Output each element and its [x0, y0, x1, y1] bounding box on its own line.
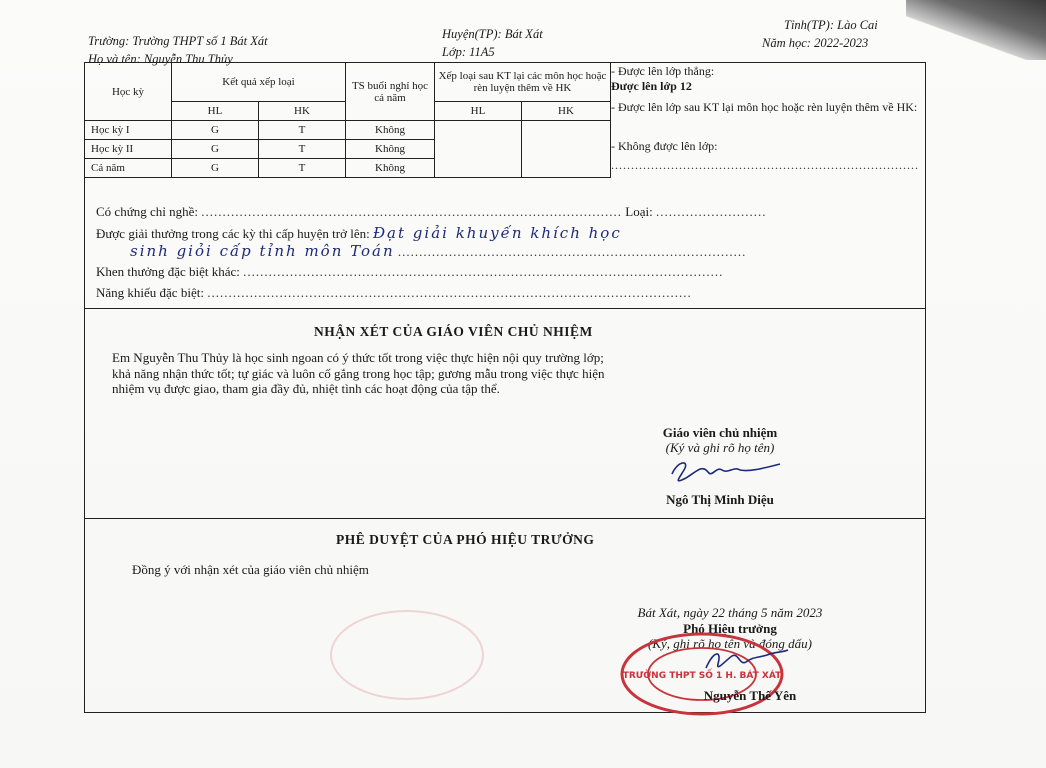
- promotion-after-retest: - Được lên lớp sau KT lại môn học hoặc rèn luyện thêm về HK:: [611, 100, 918, 114]
- province: Tỉnh(TP): Lào Cai: [784, 18, 878, 32]
- special-reward-line: Khen thưởng đặc biệt khác: .................................................................................................................: [96, 264, 724, 279]
- awards-handwriting-2: sinh giỏi cấp tỉnh môn Toán: [130, 242, 395, 260]
- grades-table: [84, 62, 611, 178]
- promotion-direct-value: Được lên lớp 12: [611, 79, 692, 93]
- col-result: Kết quả xếp loại: [172, 63, 346, 102]
- col-retest-hl: HL: [435, 102, 522, 121]
- vice-principal-sign-note: (Ký, ghi rõ họ tên và đóng dấu): [648, 636, 812, 651]
- col-hk: HK: [259, 102, 346, 121]
- teacher-role: Giáo viên chủ nhiệm: [662, 425, 778, 440]
- col-semester: Học kỳ: [85, 63, 172, 121]
- vice-principal-comment: Đồng ý với nhận xét của giáo viên chủ nhiệm: [132, 562, 369, 577]
- col-retest: Xếp loại sau KT lại các môn học hoặc rèn luyện thêm về HK: [435, 63, 611, 102]
- special-talent-line: Năng khiếu đặc biệt: ..................................................................................................................: [96, 285, 692, 300]
- teacher-signature: [664, 452, 784, 488]
- divider: [84, 308, 926, 309]
- vice-principal-role: Phó Hiệu trưởng: [683, 621, 777, 636]
- awards-handwriting-1: Đạt giải khuyến khích học: [372, 224, 622, 242]
- vice-principal-name: Nguyễn Thế Yên: [703, 688, 797, 703]
- district: Huyện(TP): Bát Xát: [442, 27, 543, 41]
- teacher-name: Ngô Thị Minh Diệu: [666, 492, 774, 507]
- class-name: Lớp: 11A5: [442, 45, 495, 59]
- col-hl: HL: [172, 102, 259, 121]
- student-name: Họ và tên: Nguyễn Thu Thủy: [88, 52, 233, 66]
- school-year: Năm học: 2022-2023: [762, 36, 869, 50]
- page-corner-shadow: [906, 0, 1046, 60]
- table-row: Học kỳ I G T Không: [85, 121, 611, 140]
- type-label: Loại:: [625, 204, 653, 219]
- table-row: Cả năm G T Không: [85, 159, 611, 178]
- teacher-sign-note: (Ký và ghi rõ họ tên): [665, 440, 775, 455]
- awards-line: Được giải thưởng trong các kỳ thi cấp huyện trở lên: Đạt giải khuyến khích học: [96, 224, 622, 242]
- teacher-comment-title: NHẬN XÉT CỦA GIÁO VIÊN CHỦ NHIỆM: [314, 324, 593, 339]
- vice-principal-title: PHÊ DUYỆT CỦA PHÓ HIỆU TRƯỞNG: [336, 532, 595, 547]
- awards-line-2: sinh giỏi cấp tỉnh môn Toán ..................................................................................: [130, 242, 747, 260]
- promotion-box: - Được lên lớp thẳng: Được lên lớp 12 - Được lên lớp sau KT lại môn học hoặc rèn luyện thêm về HK: - Không được lên lớp: .............................................................................: [611, 64, 923, 173]
- divider: [84, 518, 926, 519]
- table-row: Học kỳ II G T Không: [85, 140, 611, 159]
- col-absent: TS buổi nghỉ học cả năm: [346, 63, 435, 121]
- promotion-not-promoted: - Không được lên lớp:: [611, 139, 718, 153]
- col-retest-hk: HK: [522, 102, 611, 121]
- stamp-text: TRƯỜNG THPT SỐ 1 H. BÁT XÁT: [622, 671, 782, 681]
- faint-stamp-mark: [330, 610, 484, 700]
- approval-date: Bát Xát, ngày 22 tháng 5 năm 2023: [637, 605, 823, 620]
- vice-principal-signature: [700, 640, 790, 680]
- certificate-line: Có chứng chỉ nghề: ................................................................................................... Loại: ..........................: [96, 204, 767, 219]
- school-name: Trường: Trường THPT số 1 Bát Xát: [88, 34, 268, 48]
- promotion-direct-label: - Được lên lớp thẳng:: [611, 64, 715, 78]
- teacher-comment-text: Em Nguyễn Thu Thủy là học sinh ngoan có ý thức tốt trong việc thực hiện nội quy trường lớp; khả năng nhận thức tốt; tự giác và luôn cố gắng trong học tập; gương mẫu trong việc thực hiện nhiệm vụ được giao, tham gia đầy đủ, nhiệt tình các hoạt động của tập thể.: [112, 350, 605, 396]
